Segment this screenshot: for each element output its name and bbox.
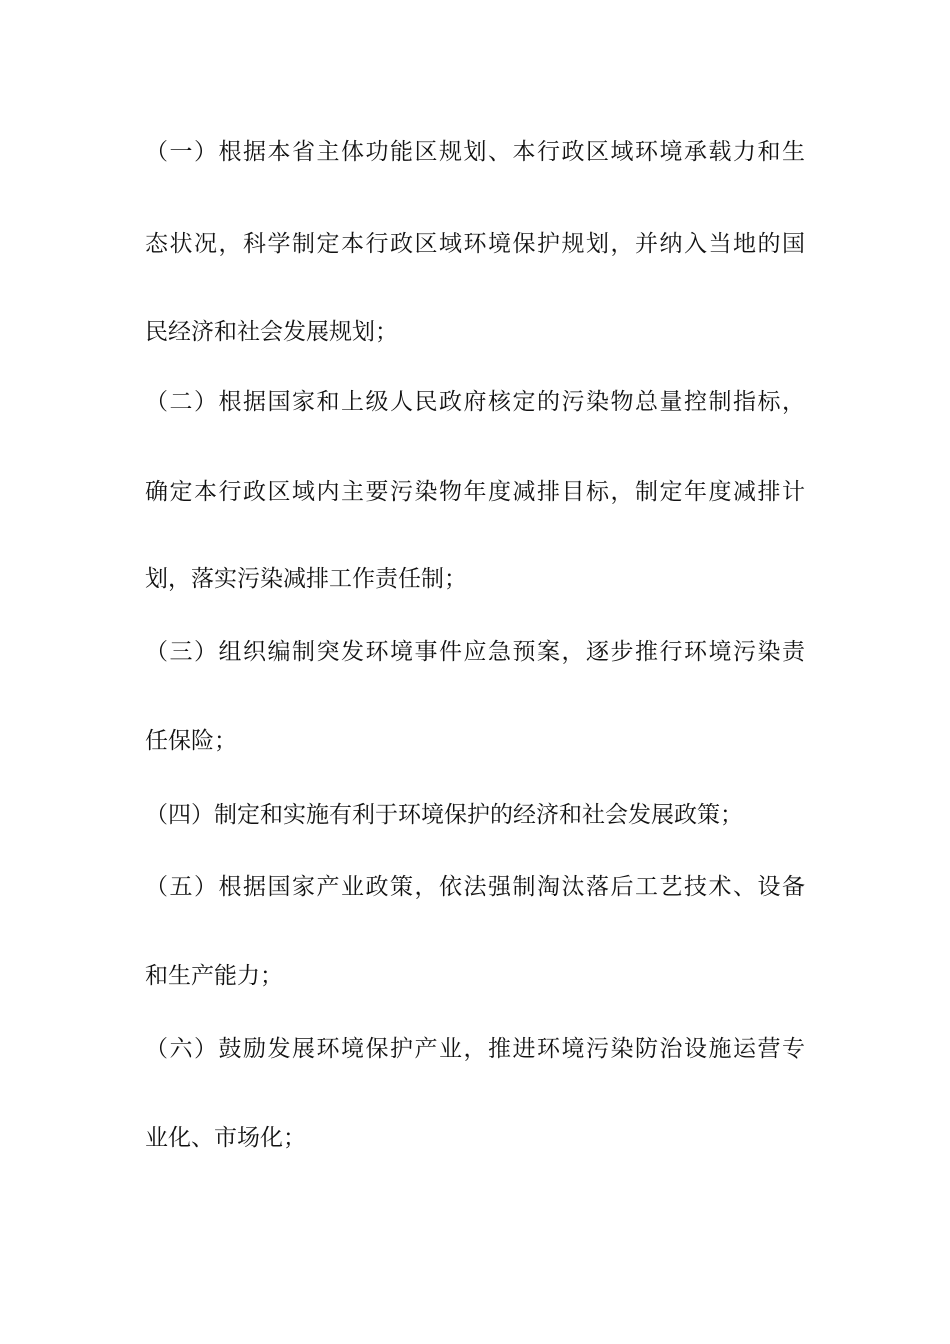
item-2-line-1: （二）根据国家和上级人民政府核定的污染物总量控制指标，: [145, 389, 805, 415]
item-3-line-2: 任保险；: [145, 728, 237, 754]
item-6-line-2: 业化、市场化；: [145, 1125, 306, 1151]
item-2-line-3: 划，落实污染减排工作责任制；: [145, 566, 467, 592]
item-5-line-2: 和生产能力；: [145, 963, 283, 989]
item-6-line-1: （六）鼓励发展环境保护产业，推进环境污染防治设施运营专: [145, 1036, 805, 1062]
item-3-line-1: （三）组织编制突发环境事件应急预案，逐步推行环境污染责: [145, 639, 805, 665]
item-4-line-1: （四）制定和实施有利于环境保护的经济和社会发展政策；: [145, 802, 743, 828]
item-1-line-2: 态状况，科学制定本行政区域环境保护规划，并纳入当地的国: [145, 231, 805, 257]
item-2-line-2: 确定本行政区域内主要污染物年度减排目标，制定年度减排计: [145, 479, 805, 505]
item-5-line-1: （五）根据国家产业政策，依法强制淘汰落后工艺技术、设备: [145, 874, 805, 900]
item-1-line-1: （一）根据本省主体功能区规划、本行政区域环境承载力和生: [145, 139, 805, 165]
item-1-line-3: 民经济和社会发展规划；: [145, 319, 398, 345]
